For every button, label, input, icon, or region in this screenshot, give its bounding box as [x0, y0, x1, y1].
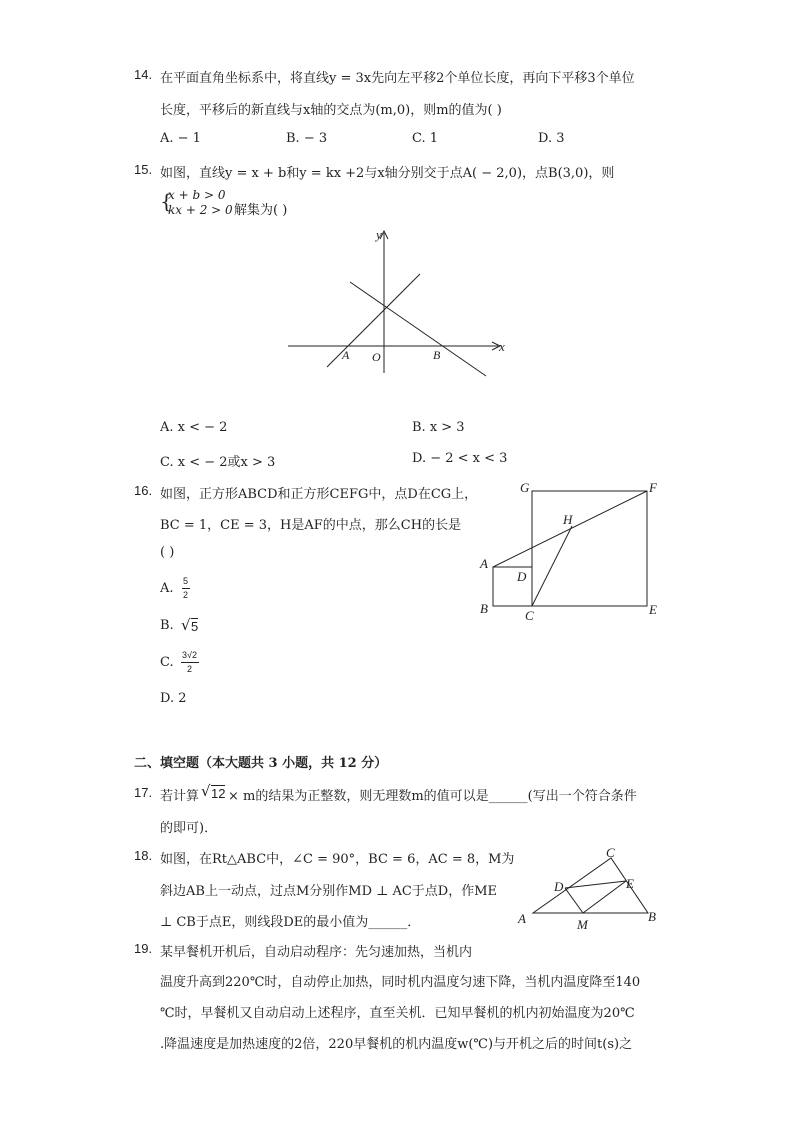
question-number: 14.: [134, 67, 153, 82]
label-m: M: [577, 917, 588, 932]
label-b: B: [480, 601, 488, 616]
question-text-line: 如图，直线y = x + b和y = kx +2与x轴分别交于点A( − 2,0)，点B(3,0)，则: [160, 166, 615, 181]
radicand: 5: [191, 619, 199, 634]
label-f: F: [649, 480, 657, 495]
triangle-figure: [512, 845, 662, 933]
system-top: x + b > 0: [168, 188, 226, 202]
option-prefix: C.: [160, 655, 174, 670]
question-text-line: 的即可)．: [160, 821, 218, 836]
label-d: D: [517, 569, 527, 584]
option-c: C. x < − 2或x > 3: [160, 455, 276, 470]
question-text-line: 斜边AB上一动点，过点M分别作MD ⊥ AC于点D，作ME: [160, 884, 498, 899]
fraction-denominator: 2: [183, 590, 189, 600]
question-text-line: 某早餐机开机后，自动启动程序：先匀速加热，当机内: [160, 945, 473, 960]
option-d: D. 3: [538, 131, 565, 146]
squares-figure: [475, 478, 665, 623]
question-text-line: .降温速度是加热速度的2倍，220早餐机的机内温度w(℃)与开机之后的时间t(s)之: [160, 1037, 633, 1052]
section-heading: 二、填空题（本大题共 3 小题，共 12 分）: [134, 756, 388, 771]
radicand: 12: [211, 786, 226, 801]
question-text-line: 温度升高到220℃时，自动停止加热，同时机内温度匀速下降，当机内温度降至140: [160, 975, 641, 990]
question-number: 15.: [134, 162, 153, 177]
question-text-tail: 解集为( ): [234, 203, 288, 218]
question-text-line: 如图，在Rt△ABC中，∠C = 90°，BC = 6，AC = 8，M为: [160, 852, 515, 867]
question-text-line: ⊥ CB于点E，则线段DE的最小值为______．: [160, 915, 421, 930]
option-d: D. − 2 < x < 3: [412, 451, 508, 466]
label-e: E: [649, 602, 657, 617]
fraction-bar: [181, 662, 199, 663]
label-g: G: [520, 480, 530, 495]
option-prefix: A.: [160, 581, 174, 596]
option-b: B. x > 3: [412, 420, 465, 435]
question-number: 17.: [134, 785, 153, 800]
label-d: D: [554, 879, 564, 894]
sqrt-icon: √: [181, 616, 191, 634]
label-e: E: [626, 876, 634, 891]
label-c: C: [606, 845, 615, 860]
label-a: A: [342, 348, 350, 362]
fraction-denominator: 2: [187, 664, 193, 674]
question-text-part: × m的结果为正整数，则无理数m的值可以是______(写出一个符合条件: [228, 789, 637, 804]
question-number: 19.: [134, 941, 153, 956]
question-text-line: 长度，平移后的新直线与x轴的交点为(m,0)，则m的值为( ): [160, 103, 502, 118]
label-h: H: [563, 512, 573, 527]
question-text-line: 在平面直角坐标系中，将直线y = 3x先向左平移2个单位长度，再向下平移3个单位: [160, 71, 635, 86]
fraction-numerator: 5: [183, 576, 189, 586]
label-b: B: [648, 909, 656, 924]
option-a: A. x < − 2: [160, 420, 228, 435]
label-y: y: [376, 227, 382, 242]
option-c: C. 1: [412, 131, 439, 146]
label-b: B: [433, 348, 441, 362]
question-text-line: 如图，正方形ABCD和正方形CEFG中，点D在CG上，: [160, 487, 478, 502]
coordinate-figure: [280, 225, 510, 380]
fraction-bar: [182, 588, 190, 589]
option-prefix: B.: [160, 618, 174, 633]
option-d: D. 2: [160, 691, 187, 706]
question-number: 18.: [134, 848, 153, 863]
label-x: x: [499, 339, 505, 354]
system-bottom: kx + 2 > 0: [168, 203, 233, 217]
fraction-numerator: 3√2: [182, 650, 197, 660]
label-o: O: [372, 350, 381, 364]
option-b: B. − 3: [286, 131, 328, 146]
label-a: A: [518, 911, 526, 926]
label-c: C: [525, 608, 534, 623]
option-a: A. − 1: [160, 131, 201, 146]
system-brace: {: [160, 189, 173, 213]
sqrt-icon: √: [201, 782, 211, 800]
label-a: A: [480, 556, 488, 571]
question-text-line: ℃时，早餐机又自动启动上述程序，直至关机．已知早餐机的机内初始温度为20℃: [160, 1006, 635, 1021]
question-text-line: ( ): [160, 545, 175, 560]
question-number: 16.: [134, 483, 153, 498]
question-text-line: BC = 1，CE = 3，H是AF的中点，那么CH的长是: [160, 518, 462, 533]
question-text-part: 若计算: [160, 789, 200, 804]
